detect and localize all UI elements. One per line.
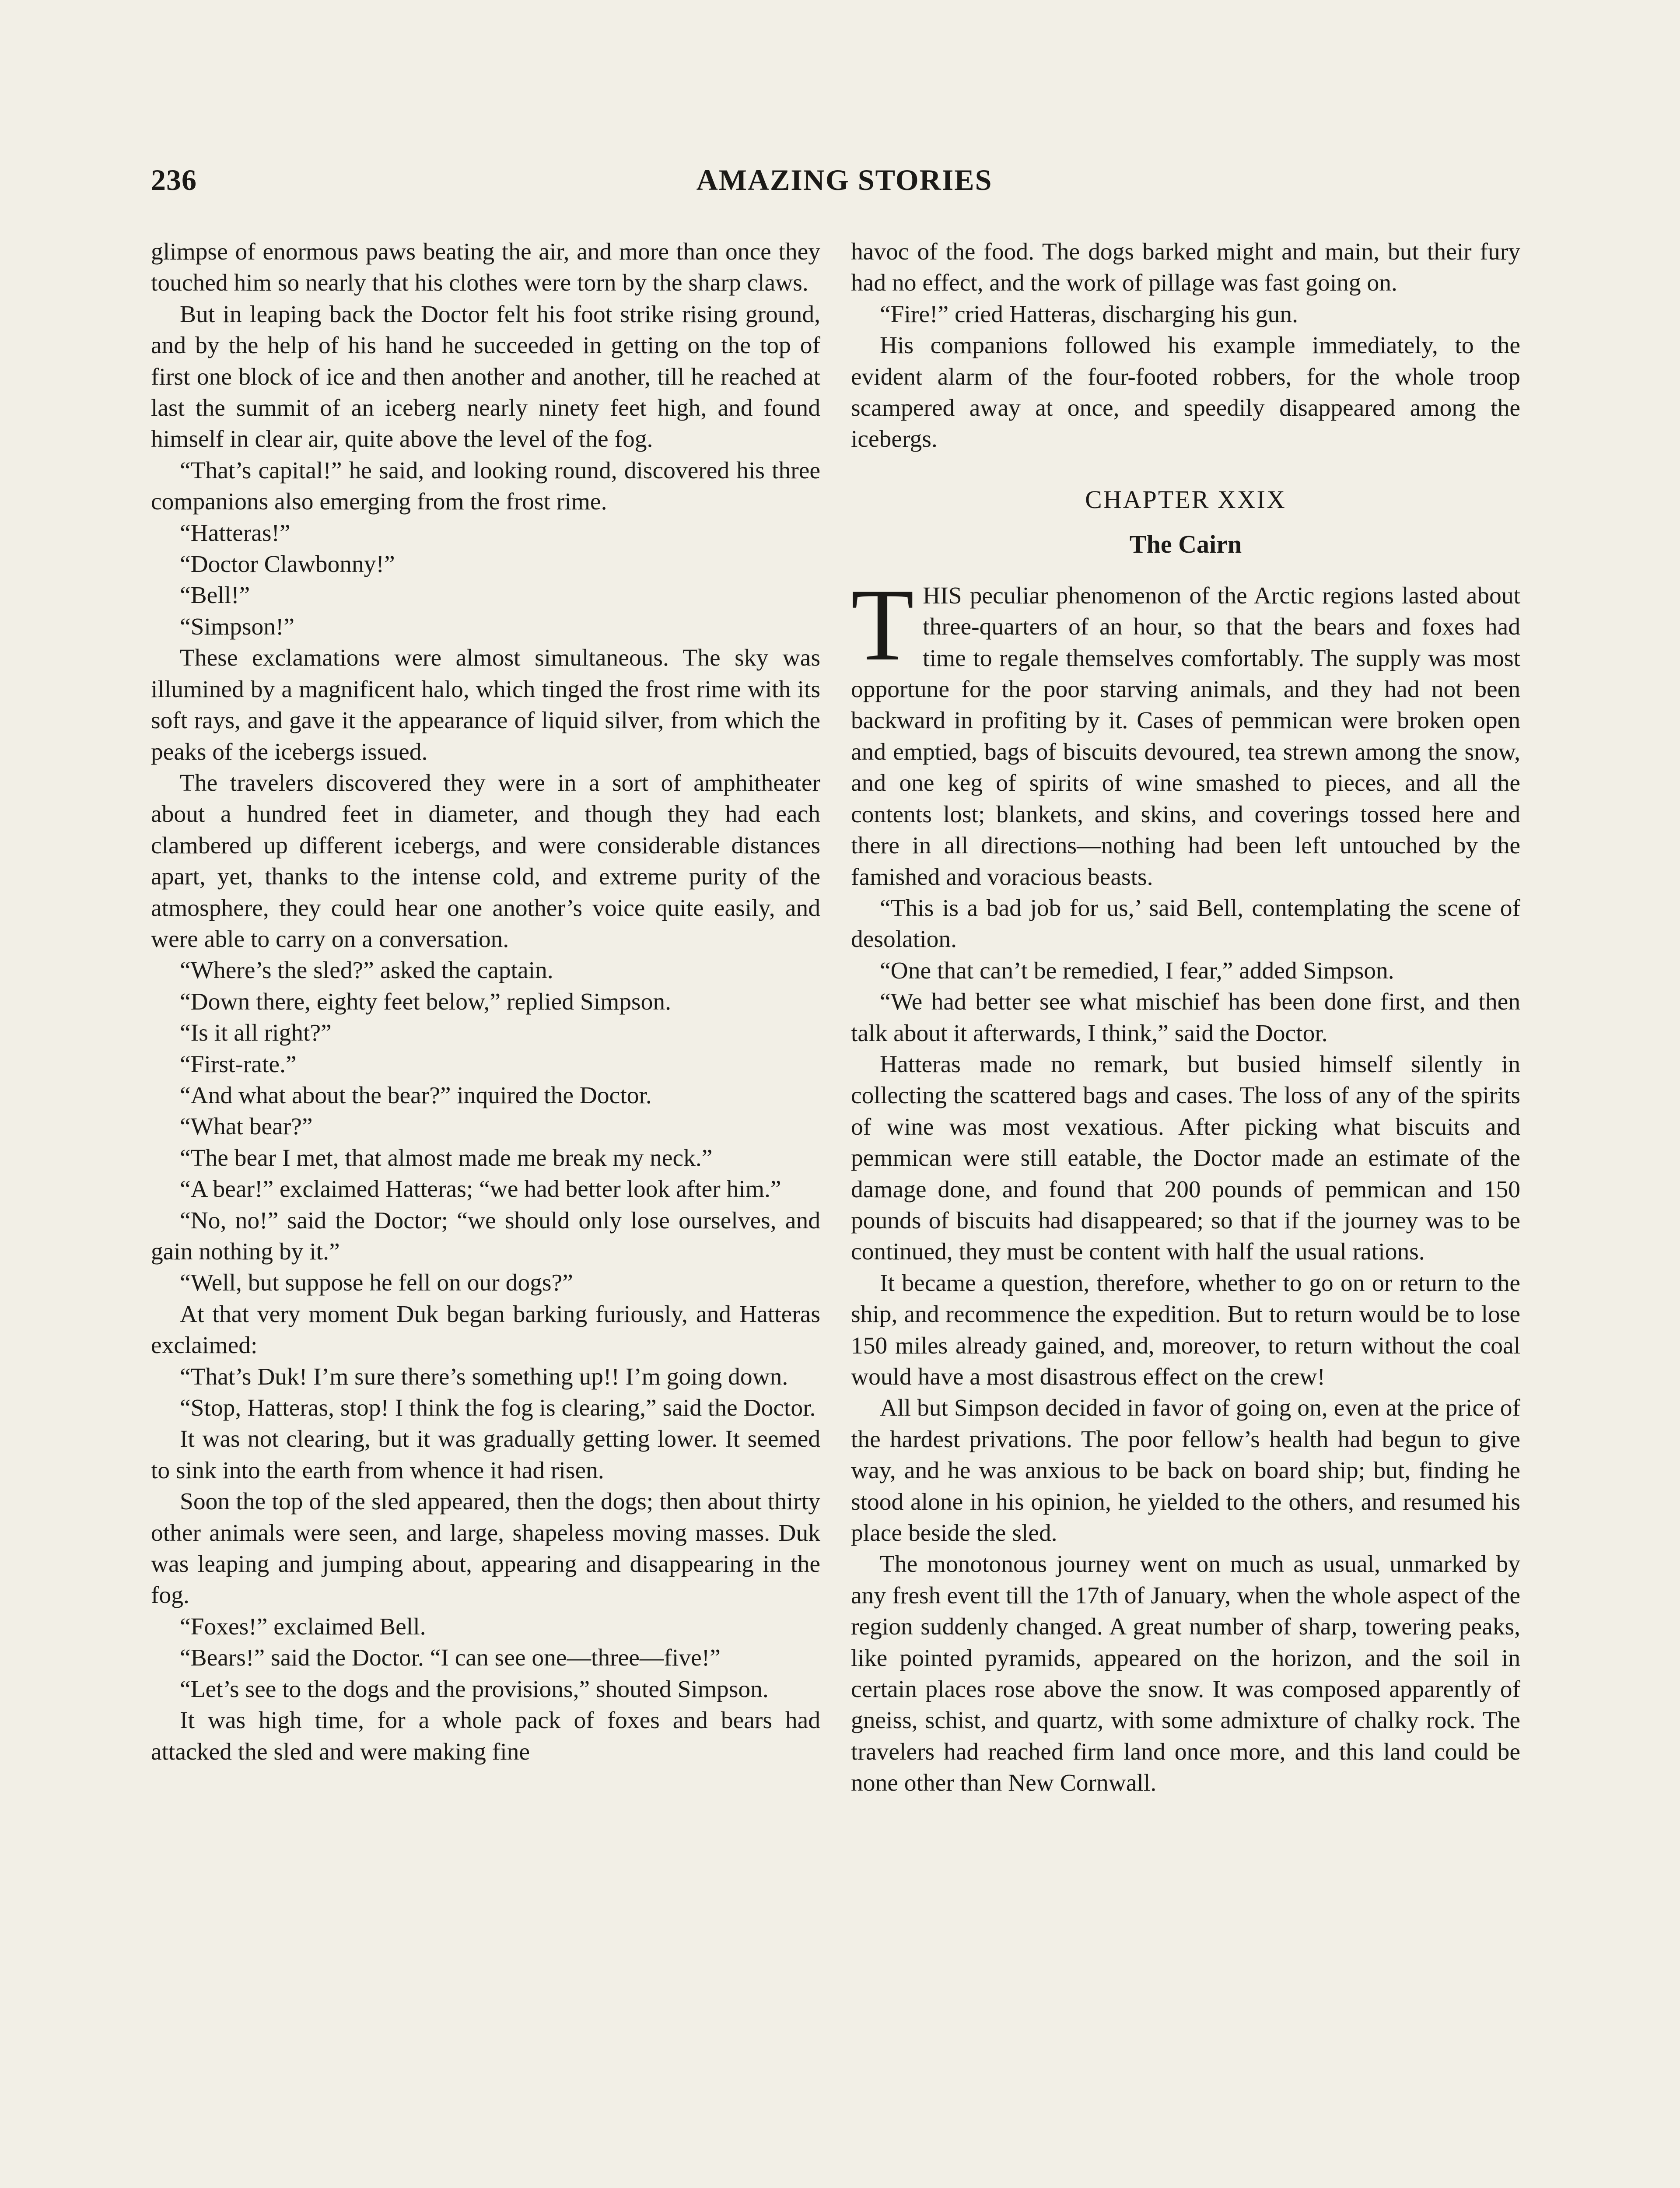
paragraph: “Fire!” cried Hatteras, discharging his gun. bbox=[880, 301, 1298, 328]
paragraph: “The bear I met, that almost made me break my neck.” bbox=[180, 1144, 713, 1171]
paragraph: havoc of the food. The dogs barked might and main, but their fury had no effect, and the work of pillage was fast going on. bbox=[851, 238, 1520, 297]
paragraph: “And what about the bear?” inquired the Doctor. bbox=[180, 1082, 652, 1109]
page-header bbox=[151, 163, 1538, 211]
paragraph: These exclamations were almost simultaneous. The sky was illumined by a magnificent halo, which tinged the frost rime with its soft rays, and gave it the appearance of liquid silver, from which the peaks of the icebergs issued. bbox=[151, 645, 820, 765]
paragraph: At that very moment Duk began barking furiously, and Hatteras exclaimed: bbox=[151, 1301, 820, 1359]
paragraph: “A bear!” exclaimed Hatteras; “we had better look after him.” bbox=[180, 1176, 781, 1203]
paragraph: “Foxes!” exclaimed Bell. bbox=[180, 1613, 426, 1640]
paragraph: “That’s Duk! I’m sure there’s something up!! I’m going down. bbox=[180, 1363, 788, 1390]
chapter-number: CHAPTER XXIX bbox=[1085, 485, 1286, 514]
paragraph: “This is a bad job for us,’ said Bell, contemplating the scene of desolation. bbox=[851, 894, 1520, 953]
paragraph: “No, no!” said the Doctor; “we should only lose ourselves, and gain nothing by it.” bbox=[151, 1207, 820, 1265]
paragraph: His companions followed his example immediately, to the evident alarm of the four-footed robbers, for the whole troop scampered away at once, and speedily disappeared among the icebergs. bbox=[851, 332, 1520, 453]
paragraph: “Simpson!” bbox=[180, 613, 295, 640]
paragraph: “Down there, eighty feet below,” replied Simpson. bbox=[180, 988, 672, 1015]
chapter-title: The Cairn bbox=[1129, 529, 1242, 558]
paragraph: “Bears!” said the Doctor. “I can see one—three—five!” bbox=[180, 1645, 721, 1672]
paragraph: All but Simpson decided in favor of going on, even at the price of the hardest privations. The poor fellow’s health had begun to give way, and he was anxious to be back on board ship; but, finding he stood alone in his opinion, he yielded to the others, and resumed his place beside the sled. bbox=[851, 1395, 1520, 1547]
paragraph: “Where’s the sled?” asked the captain. bbox=[180, 957, 553, 984]
paragraph: It was high time, for a whole pack of foxes and bears had attacked the sled and were making fine bbox=[151, 1707, 820, 1765]
paragraph: “Bell!” bbox=[180, 582, 250, 609]
paragraph: “Let’s see to the dogs and the provisions,” shouted Simpson. bbox=[180, 1676, 769, 1703]
paragraph: Soon the top of the sled appeared, then the dogs; then about thirty other animals were seen, and large, shapeless moving masses. Duk was leaping and jumping about, appearing and disappearing in the fog. bbox=[151, 1488, 820, 1609]
paragraph: The monotonous journey went on much as usual, unmarked by any fresh event till the 17th of January, when the whole aspect of the region suddenly changed. A great number of sharp, towering peaks, like pointed pyramids, appeared on the horizon, and the soil in certain places rose above the snow. It was composed apparently of gneiss, schist, and quartz, with some admixture of chalky rock. The travelers had reached firm land once more, and this land could be none other than New Cornwall. bbox=[851, 1551, 1520, 1797]
right-column bbox=[851, 236, 1520, 1799]
paragraph: “We had better see what mischief has been done first, and then talk about it afterwards, I think,” said the Doctor. bbox=[851, 989, 1520, 1047]
paragraph: Hatteras made no remark, but busied himself silently in collecting the scattered bags and cases. The loss of any of the spirits of wine was most vexatious. After picking what biscuits and pemmican were still eatable, the Doctor made an estimate of the damage done, and found that 200 pounds of pemmican and 150 pounds of biscuits had disappeared; so that if the journey was to be continued, they must be content with half the usual rations. bbox=[851, 1051, 1520, 1266]
paragraph: glimpse of enormous paws beating the air, and more than once they touched him so nearly that his clothes were torn by the sharp claws. bbox=[151, 238, 820, 297]
paragraph: “Hatteras!” bbox=[180, 519, 290, 547]
paragraph: “Doctor Clawbonny!” bbox=[180, 551, 395, 578]
left-column bbox=[151, 236, 820, 1767]
paragraph: “Is it all right?” bbox=[180, 1020, 332, 1047]
paragraph: “What bear?” bbox=[180, 1113, 313, 1140]
page-number: 236 bbox=[151, 163, 197, 196]
paragraph: “Stop, Hatteras, stop! I think the fog is clearing,” said the Doctor. bbox=[180, 1395, 816, 1422]
paragraph: “One that can’t be remedied, I fear,” added Simpson. bbox=[880, 957, 1394, 984]
paragraph: It was not clearing, but it was gradually getting lower. It seemed to sink into the earth from whence it had risen. bbox=[151, 1426, 820, 1484]
paragraph: “First-rate.” bbox=[180, 1051, 297, 1078]
paragraph: But in leaping back the Doctor felt his foot strike rising ground, and by the help of his hand he succeeded in getting on the top of first one block of ice and then another and another, till he reached at last the summit of an iceberg nearly ninety feet high, and found himself in clear air, quite above the level of the fog. bbox=[151, 301, 820, 453]
paragraph: The travelers discovered they were in a sort of amphitheater about a hundred feet in diameter, and though they had each clambered up different icebergs, and were considerable distances apart, yet, thanks to the intense cold, and extreme purity of the atmosphere, they could hear one another’s voice quite easily, and were able to carry on a conversation. bbox=[151, 769, 820, 953]
paragraph: “That’s capital!” he said, and looking round, discovered his three companions also emerging from the frost rime. bbox=[151, 457, 820, 515]
running-head: AMAZING STORIES bbox=[696, 163, 993, 196]
paragraph: It became a question, therefore, whether to go on or return to the ship, and recommence the expedition. But to return would be to lose 150 miles already gained, and, moreover, to return without the coal would have a most disastrous effect on the crew! bbox=[851, 1269, 1520, 1390]
drop-cap: T bbox=[851, 568, 914, 682]
opening-paragraph-text: HIS peculiar phenomenon of the Arctic regions lasted about three-quarters of an hour, so that the bears and foxes had time to regale themselves comfortably. The supply was most opportune for the poor starving animals, and they had not been backward in profiting by it. Cases of pemmican were broken open and emptied, bags of biscuits devoured, tea strewn among the snow, and one keg of spirits of wine smashed to pieces, and all the contents lost; blankets, and skins, and coverings tossed here and there in all directions—nothing had been left untouched by the famished and voracious beasts. bbox=[851, 582, 1520, 891]
paragraph: “Well, but suppose he fell on our dogs?” bbox=[180, 1269, 573, 1297]
chapter-opening-paragraph bbox=[851, 568, 1520, 893]
